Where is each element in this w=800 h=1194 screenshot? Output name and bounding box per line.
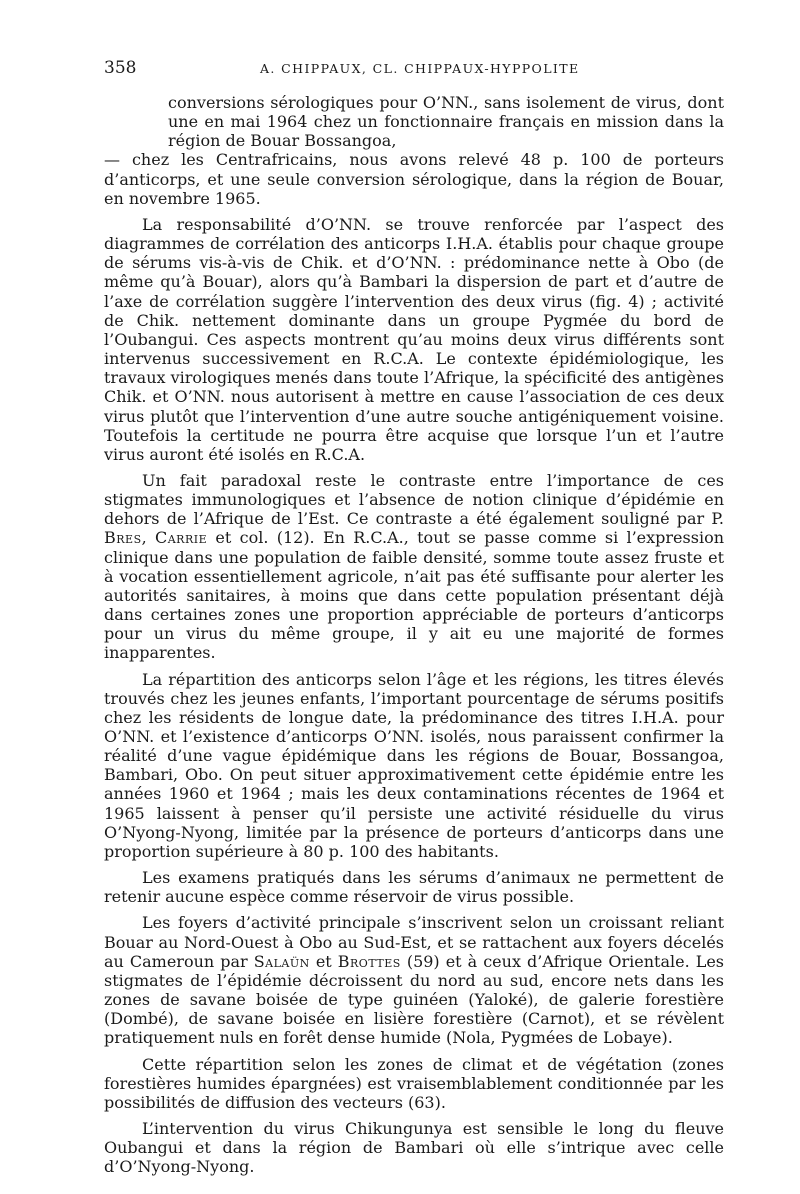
paragraph-onn-responsibility: La responsabilité d’O’NN. se trouve renforcée par l’aspect des diagrammes de corrélation des anticorps I.H.A. établis pour chaque groupe de sérums vis-à-vis de Chik. et d’O’NN. : prédominance nette à Obo (de même qu’à Bouar), alors qu’à Bambari la dispersion de part et d’autre de l’axe de corrélation suggère l’intervention des deux virus (fig. 4) ; activité de Chik. nettement dominante dans un groupe Pygmée du bord de l’Oubangui. Ces aspects montrent qu’au moins deux virus différents sont intervenus successivement en R.C.A. Le contexte épidémiologique, les travaux virologiques menés dans toute l’Afrique, la spécificité des antigènes Chik. et O’NN. nous autorisent à mettre en cause l’association de ces deux virus plutôt que l’intervention d’une autre souche antigéniquement voisine. Toutefois la certitude ne pourra être acquise que lorsque l’un et l’autre virus auront été isolés en R.C.A. bbox=[104, 214, 724, 464]
text-run: Un fait paradoxal reste le contraste entre l’importance de ces stigmates immunologiques et l’absence de notion clinique d’épidémie en dehors de l’Afrique de l’Est. Ce contraste a été également souligné par P. bbox=[104, 470, 724, 529]
running-head: A. CHIPPAUX, CL. CHIPPAUX-HYPPOLITE bbox=[260, 61, 580, 76]
paragraph-animal-sera: Les examens pratiqués dans les sérums d’animaux ne permettent de retenir aucune espèce comme réservoir de virus possible. bbox=[104, 868, 724, 907]
paragraph-centrafricans: — chez les Centrafricains, nous avons relevé 48 p. 100 de porteurs d’anticorps, et une seule conversion sérologique, dans la région de Bouar, en novembre 1965. bbox=[104, 150, 724, 208]
text-run: et col. (12). En R.C.A., tout se passe comme si l’expression clinique dans une population de faible densité, somme toute assez fruste et à vocation essentiellement agricole, n’ait pas été suffisante pour alerter les autorités sanitaires, à moins que dans cette population présentant déjà dans certaines zones une proportion appréciable de porteurs d’anticorps pour un virus du même groupe, il y ait eu une majorité de formes inapparentes. bbox=[104, 528, 725, 663]
paragraph-paradoxical-contrast bbox=[104, 471, 724, 663]
paragraph-climate-distribution: Cette répartition selon les zones de climat et de végétation (zones forestières humides épargnées) est vraisemblablement conditionnée par les possibilités de diffusion des vecteurs (63). bbox=[104, 1054, 724, 1112]
paragraph-serological-conversions: conversions sérologiques pour O’NN., sans isolement de virus, dont une en mai 1964 chez un fonctionnaire français en mission dans la région de Bouar Bossangoa, bbox=[168, 93, 724, 151]
paragraph-chikungunya: L’intervention du virus Chikungunya est sensible le long du fleuve Oubangui et dans la région de Bambari où elle s’intrique avec celle d’O’Nyong-Nyong. bbox=[104, 1118, 724, 1177]
paragraph-activity-foci bbox=[104, 913, 724, 1047]
paragraph-antibody-distribution: La répartition des anticorps selon l’âge et les régions, les titres élevés trouvés chez les jeunes enfants, l’important pourcentage de sérums positifs chez les résidents de longue date, la prédominance des titres I.H.A. pour O’NN. et l’existence d’anticorps O’NN. isolés, nous paraissent confirmer la réalité d’une vague épidémique dans les régions de Bouar, Bossangoa, Bambari, Obo. On peut situer approximativement cette épidémie entre les années 1960 et 1964 ; mais les deux contaminations récentes de 1964 et 1965 laissent à penser qu’il persiste une activité résiduelle du virus O’Nyong-Nyong, limitée par la présence de porteurs d’anticorps dans une proportion supérieure à 80 p. 100 des habitants. bbox=[104, 669, 724, 861]
page-number: 358 bbox=[104, 58, 137, 78]
text-run: Les foyers d’activité principale s’inscrivent selon un croissant reliant Bouar au Nord-Ouest à Obo au Sud-Est, et se rattachent aux foyers décelés au Cameroun par bbox=[104, 913, 724, 971]
author-name: Brottes bbox=[337, 951, 401, 971]
body-text bbox=[104, 93, 724, 1176]
text-run: et bbox=[309, 951, 338, 971]
page-header bbox=[104, 58, 724, 82]
author-name: Carrie bbox=[155, 528, 208, 548]
author-name: Salaün bbox=[253, 951, 310, 971]
text-run: (59) et à ceux d’Afrique Orientale. Les stigmates de l’épidémie décroissent du nord au sud, encore nets dans les zones de savane boisée de type guinéen (Yaloké), de galerie forestière (Dombé), de savane boisée en lisière forestière (Carnot), et se révèlent pratiquement nuls en forêt dense humide (Nola, Pygmées de Lobaye). bbox=[104, 951, 725, 1048]
author-name: Bres bbox=[104, 528, 142, 548]
text-run: , bbox=[141, 528, 155, 548]
